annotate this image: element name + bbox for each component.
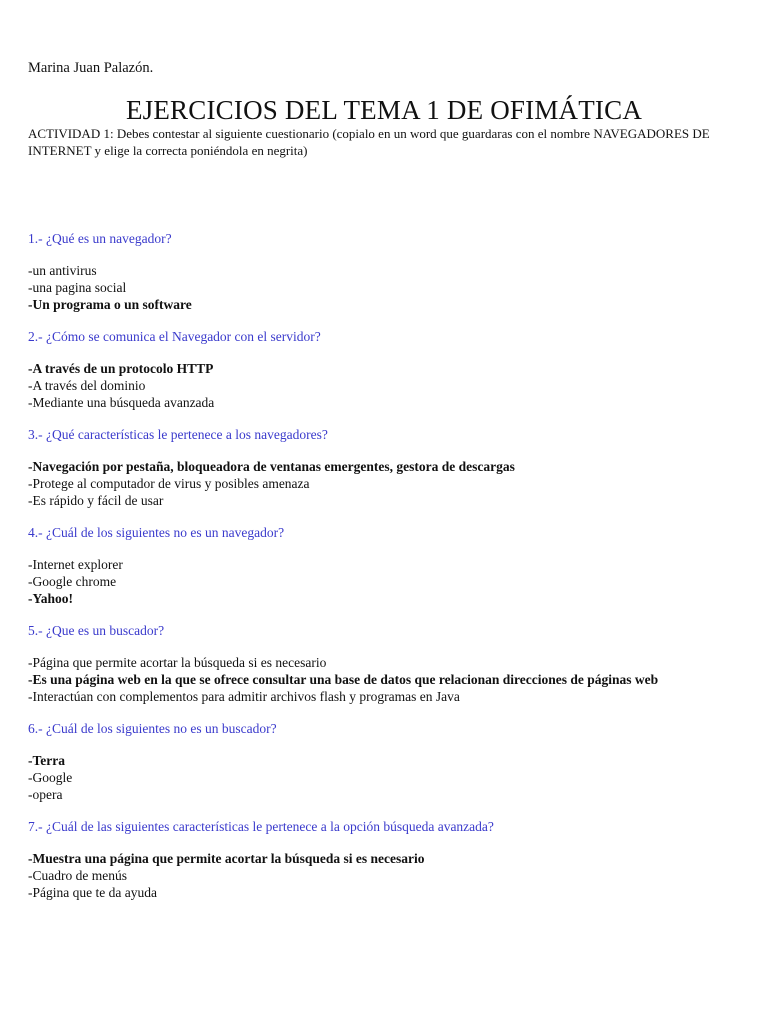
answer-option: -Página que te da ayuda xyxy=(28,885,157,900)
question-block xyxy=(28,230,740,313)
question-text: 3.- ¿Qué características le pertenece a los navegadores? xyxy=(28,427,328,442)
activity-instructions: ACTIVIDAD 1: Debes contestar al siguiente cuestionario (copialo en un word que guardaras con el nombre NAVEGADORES DE INTERNET y elige la correcta poniéndola en negrita) xyxy=(28,126,710,158)
correct-answer-option: -Es una página web en la que se ofrece consultar una base de datos que relacionan direcciones de páginas web xyxy=(28,672,659,687)
answer-option: -un antivirus xyxy=(28,263,97,278)
correct-answer-option: -Un programa o un software xyxy=(28,297,192,312)
answer-option: -Es rápido y fácil de usar xyxy=(28,493,164,508)
question-text: 6.- ¿Cuál de los siguientes no es un buscador? xyxy=(28,721,277,736)
question-block xyxy=(28,426,740,509)
question-block xyxy=(28,720,740,803)
correct-answer-option: -A través de un protocolo HTTP xyxy=(28,361,214,376)
correct-answer-option: -Muestra una página que permite acortar la búsqueda si es necesario xyxy=(28,851,425,866)
answer-option: -opera xyxy=(28,787,63,802)
correct-answer-option: -Terra xyxy=(28,753,65,768)
answer-option: -Mediante una búsqueda avanzada xyxy=(28,395,215,410)
answer-option: -Google chrome xyxy=(28,574,117,589)
document-title: EJERCICIOS DEL TEMA 1 DE OFIMÁTICA xyxy=(125,95,643,125)
answer-option: -una pagina social xyxy=(28,280,127,295)
question-block xyxy=(28,524,740,607)
answer-option: -Cuadro de menús xyxy=(28,868,127,883)
question-block xyxy=(28,328,740,411)
question-block xyxy=(28,818,740,901)
question-text: 4.- ¿Cuál de los siguientes no es un navegador? xyxy=(28,525,285,540)
answer-option: -A través del dominio xyxy=(28,378,146,393)
question-list xyxy=(28,230,740,916)
answer-option: -Google xyxy=(28,770,73,785)
question-block xyxy=(28,622,740,705)
answer-option: -Página que permite acortar la búsqueda si es necesario xyxy=(28,655,327,670)
answer-option: -Interactúan con complementos para admitir archivos flash y programas en Java xyxy=(28,689,460,704)
question-text: 2.- ¿Cómo se comunica el Navegador con el servidor? xyxy=(28,329,321,344)
question-text: 1.- ¿Qué es un navegador? xyxy=(28,231,172,246)
correct-answer-option: -Navegación por pestaña, bloqueadora de ventanas emergentes, gestora de descargas xyxy=(28,459,515,474)
question-text: 7.- ¿Cuál de las siguientes características le pertenece a la opción búsqueda avanzada? xyxy=(28,819,494,834)
correct-answer-option: -Yahoo! xyxy=(28,591,74,606)
question-text: 5.- ¿Que es un buscador? xyxy=(28,623,165,638)
author-name: Marina Juan Palazón. xyxy=(28,60,154,76)
answer-option: -Internet explorer xyxy=(28,557,123,572)
answer-option: -Protege al computador de virus y posibles amenaza xyxy=(28,476,310,491)
